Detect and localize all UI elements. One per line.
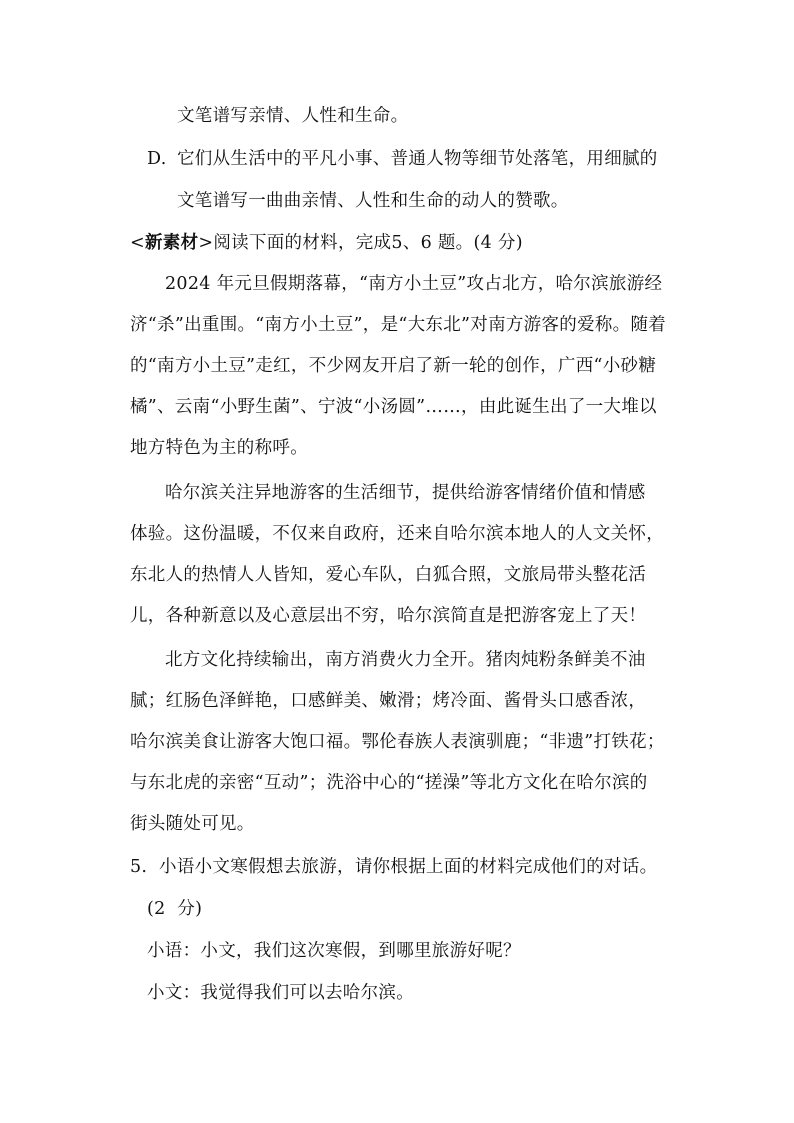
new-material-header	[130, 231, 523, 255]
passage-p1-line-5: 地方特色为主的称呼。	[130, 438, 308, 458]
option-d-line-1: 它们从生活中的平凡小事、普通人物等细节处落笔，用细腻的	[177, 149, 658, 169]
passage-p3-line-2: 腻；红肠色泽鲜艳，口感鲜美、嫩滑；烤冷面、酱骨头口感香浓，	[130, 691, 647, 711]
question-5-score: (2 分)	[147, 899, 203, 919]
dialogue-line-xiaoyu: 小语：小文，我们这次寒假，到哪里旅游好呢？	[147, 941, 521, 961]
passage-p1-line-2: 济“杀”出重围。“南方小土豆”，是“大东北”对南方游客的爱称。随着	[130, 315, 667, 335]
option-d-line-2: 文笔谱写一曲曲亲情、人性和生命的动人的赞歌。	[177, 191, 569, 211]
close-bracket: >	[198, 233, 214, 253]
passage-p2-line-4: 儿，各种新意以及心意层出不穷，哈尔滨简直是把游客宠上了天！	[130, 606, 647, 626]
passage-p2-line-3: 东北人的热情人人皆知，爱心车队，白狐合照，文旅局带头整花活	[130, 565, 647, 585]
new-material-tag: 新素材	[144, 233, 199, 253]
passage-p3-line-4: 与东北虎的亲密“互动”；洗浴中心的“搓澡”等北方文化在哈尔滨的	[130, 773, 648, 793]
reading-instruction: 阅读下面的材料，完成5、6 题。(4 分)	[213, 233, 523, 253]
passage-p2-line-1: 哈尔滨关注异地游客的生活细节，提供给游客情绪价值和情感	[165, 483, 646, 503]
option-d-label: D.	[147, 149, 167, 169]
passage-p3-line-3: 哈尔滨美食让游客大饱口福。鄂伦春族人表演驯鹿；“非遗”打铁花；	[130, 732, 665, 752]
dialogue-line-xiaowen: 小文：我觉得我们可以去哈尔滨。	[147, 983, 414, 1003]
passage-p1-line-4: 橘”、云南“小野生菌”、宁波“小汤圆”……，由此诞生出了一大堆以	[130, 397, 657, 417]
passage-p3-line-1: 北方文化持续输出，南方消费火力全开。猪肉炖粉条鲜美不油	[165, 650, 646, 670]
passage-p1-line-1: 2024 年元旦假期落幕，“南方小土豆”攻占北方，哈尔滨旅游经	[165, 274, 663, 294]
option-c-line-2: 文笔谱写亲情、人性和生命。	[177, 106, 409, 126]
passage-p2-line-2: 体验。这份温暖，不仅来自政府，还来自哈尔滨本地人的人文关怀，	[130, 524, 664, 544]
question-5-text: 5. 小语小文寒假想去旅游，请你根据上面的材料完成他们的对话。	[130, 857, 658, 877]
passage-p1-line-3: 的“南方小土豆”走红，不少网友开启了新一轮的创作，广西“小砂糖	[130, 356, 657, 376]
open-bracket: <	[130, 233, 145, 253]
passage-p3-line-5: 街头随处可见。	[130, 814, 255, 834]
